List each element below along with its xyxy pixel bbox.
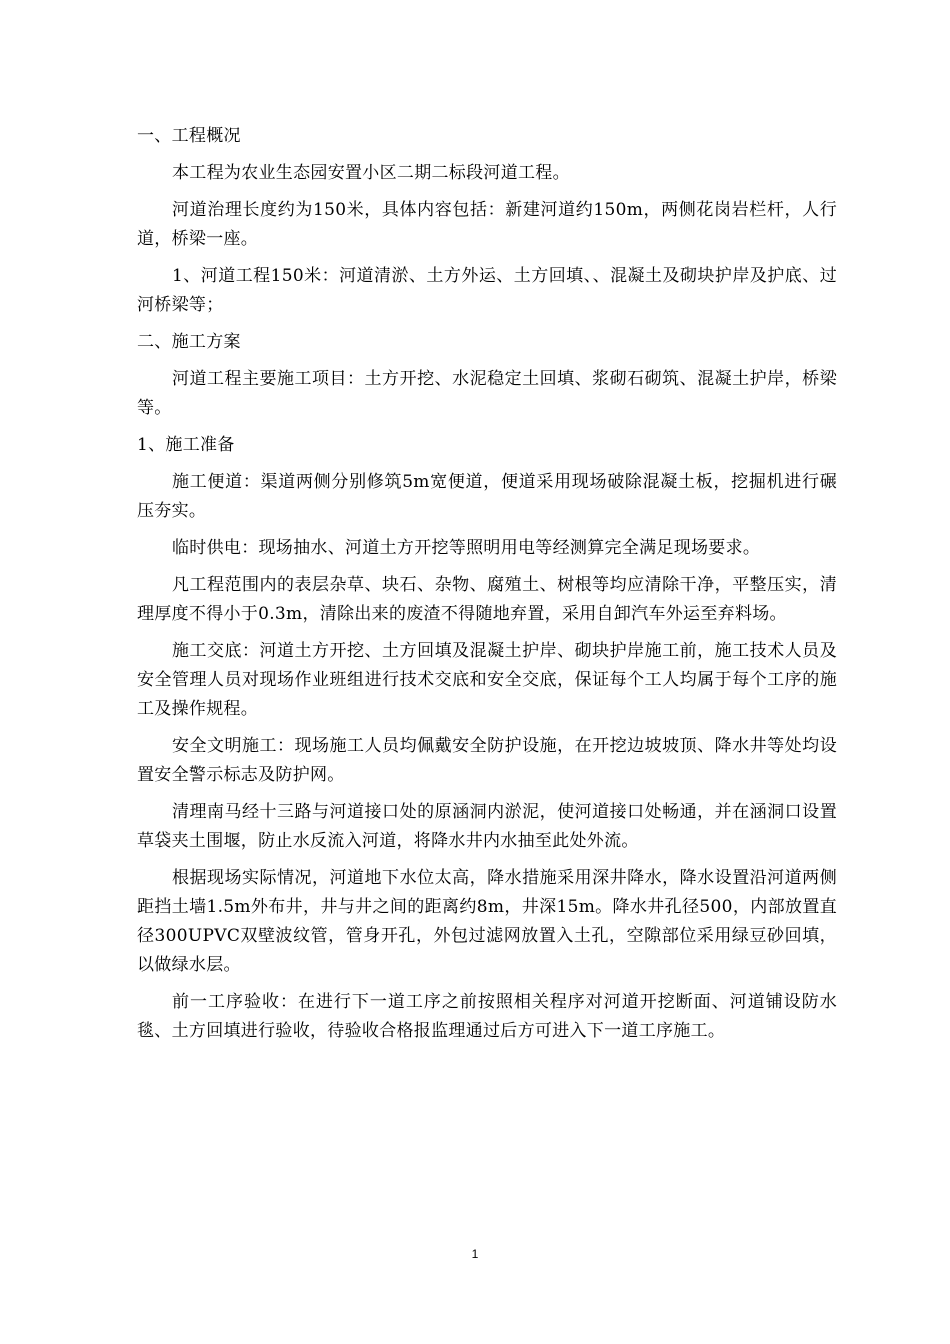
section-heading-overview: 一、工程概况 — [137, 126, 241, 146]
paragraph: 根据现场实际情况，河道地下水位太高，降水措施采用深井降水，降水设置沿河道两侧距挡土墙1.5m外布井，井与井之间的距离约8m，井深15m。降水井孔径500，内部放置直径300UPVC双壁波纹管，管身开孔，外包过滤网放置入土孔，空隙部位采用绿豆砂回填，以做绿水层。 — [137, 868, 837, 975]
paragraph: 河道工程主要施工项目：土方开挖、水泥稳定土回填、浆砌石砌筑、混凝土护岸，桥梁等。 — [137, 369, 837, 418]
paragraph: 1、河道工程150米：河道清淤、土方外运、土方回填、、混凝土及砌块护岸及护底、过河桥梁等； — [137, 266, 837, 315]
paragraph: 本工程为农业生态园安置小区二期二标段河道工程。 — [172, 163, 570, 183]
paragraph: 安全文明施工：现场施工人员均佩戴安全防护设施，在开挖边坡坡顶、降水井等处均设置安全警示标志及防护网。 — [137, 736, 837, 785]
paragraph: 临时供电：现场抽水、河道土方开挖等照明用电等经测算完全满足现场要求。 — [172, 538, 761, 558]
paragraph: 凡工程范围内的表层杂草、块石、杂物、腐殖土、树根等均应清除干净，平整压实，清理厚度不得小于0.3m，清除出来的废渣不得随地弃置，采用自卸汽车外运至弃料场。 — [137, 575, 837, 624]
paragraph: 前一工序验收：在进行下一道工序之前按照相关程序对河道开挖断面、河道铺设防水毯、土方回填进行验收，待验收合格报监理通过后方可进入下一道工序施工。 — [137, 992, 837, 1041]
paragraph: 清理南马经十三路与河道接口处的原涵洞内淤泥，使河道接口处畅通，并在涵洞口设置草袋夹土围堰，防止水反流入河道，将降水井内水抽至此处外流。 — [137, 802, 837, 851]
paragraph: 河道治理长度约为150米，具体内容包括：新建河道约150m，两侧花岗岩栏杆，人行道，桥梁一座。 — [137, 200, 837, 249]
page-number: 1 — [471, 1247, 479, 1261]
paragraph: 施工交底：河道土方开挖、土方回填及混凝土护岸、砌块护岸施工前，施工技术人员及安全管理人员对现场作业班组进行技术交底和安全交底，保证每个工人均属于每个工序的施工及操作规程。 — [137, 641, 837, 719]
paragraph: 施工便道：渠道两侧分别修筑5m宽便道，便道采用现场破除混凝土板，挖掘机进行碾压夯实。 — [137, 472, 837, 521]
subsection-heading-preparation: 1、施工准备 — [137, 435, 235, 455]
document-body — [137, 122, 837, 1054]
section-heading-plan: 二、施工方案 — [137, 332, 241, 352]
